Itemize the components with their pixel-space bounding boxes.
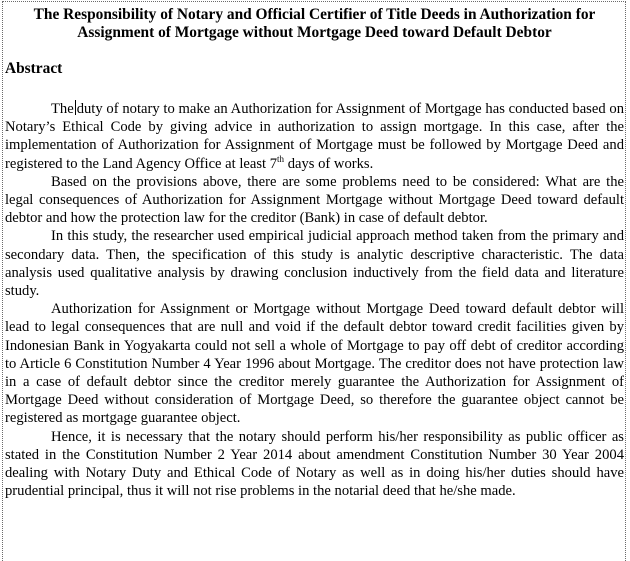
paragraph-4: Authorization for Assignment or Mortgage without Mortgage Deed toward default debtor will lead to legal consequences that are null and void if the default debtor toward credit facilities given by Indonesian Bank in Yogyakarta could not sell a whole of Mortgage to pay off debt of creditor according to Article 6 Constitution Number 4 Year 1996 about Mortgage. The creditor does not have protection law in a case of default debtor since the creditor merely guarantee the Authorization for Assignment of Mortgage Deed without consideration of Mortgage Deed, so therefore the guarantee object cannot be registered as mortgage guarantee object. [5,301,624,427]
paragraph-5: Hence, it is necessary that the notary should perform his/her responsibility as public officer as stated in the Constitution Number 2 Year 2014 about amendment Constitution Number 30 Year 2004 dealing with Notary Duty and Ethical Code of Notary as well as in doing his/her duties should have prudential principal, thus it will not rise problems in the notarial deed that he/she made. [5,428,624,500]
abstract-body[interactable] [5,100,624,500]
text-cursor [75,100,76,115]
ordinal-suffix: th [277,153,285,164]
document-page[interactable] [2,1,626,561]
paragraph-1 [5,100,624,173]
abstract-heading: Abstract [5,60,63,77]
paragraph-1-text: duty of notary to make an Authorization for Assignment of Mortgage has conducted based on Notary’s Ethical Code by giving advice in authorization to assign mortgage. In this case, after the implementation of Authorization for Assignment of Mortgage must be followed by Mortgage Deed and registered to the Land Agency Office at least 7 [5,101,624,172]
paragraph-3: In this study, the researcher used empirical judicial approach method taken from the primary and secondary data. Then, the specification of this study is analytic descriptive characteristic. The data analysis used qualitative analysis by drawing conclusion inductively from the field data and literature study. [5,228,624,300]
document-title: The Responsibility of Notary and Official Certifier of Title Deeds in Authorization for Assignment of Mortgage without Mortgage Deed toward Default Debtor [33,6,596,41]
paragraph-1-lead: The [51,101,74,117]
paragraph-1-tail: days of works. [284,155,374,172]
paragraph-2: Based on the provisions above, there are some problems need to be considered: What are the legal consequences of Authorization for Assignment Mortgage without Mortgage Deed toward default debtor and how the protection law for the creditor (Bank) in case of default debtor. [5,173,624,227]
